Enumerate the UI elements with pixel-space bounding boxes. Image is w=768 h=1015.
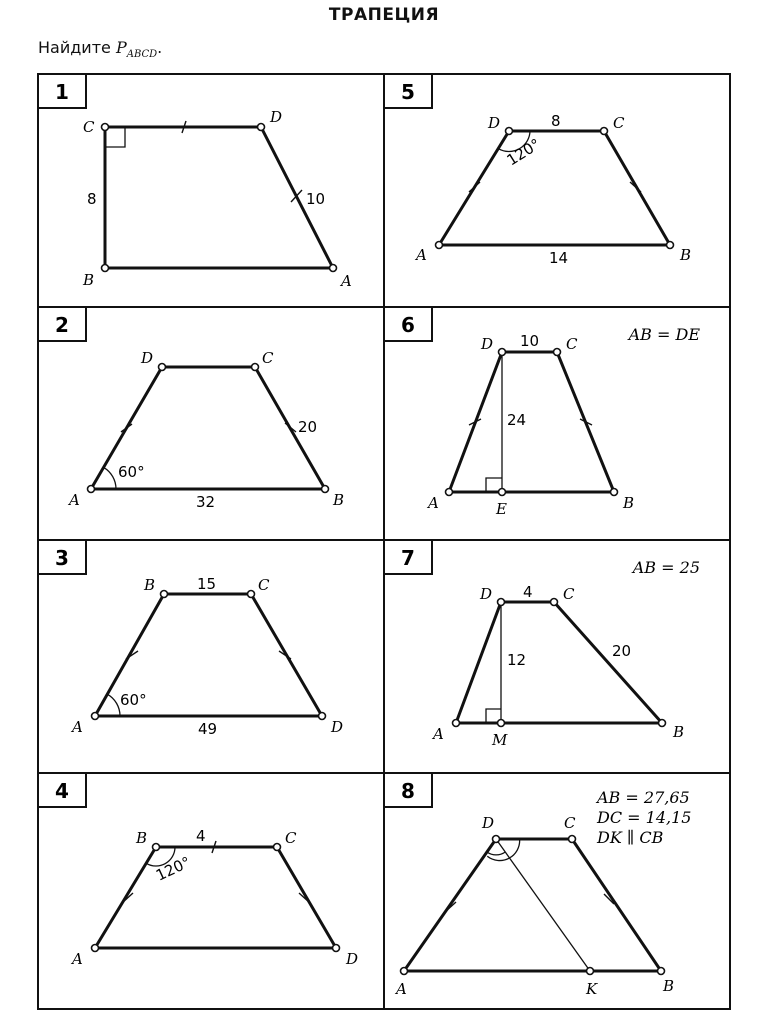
problem-6-label-e: E bbox=[496, 500, 507, 518]
problem-1-label-a: A bbox=[341, 272, 352, 290]
problem-2 bbox=[38, 307, 384, 540]
problem-7-vertex-d bbox=[498, 599, 505, 606]
problem-3-angle-arc bbox=[107, 694, 120, 716]
problem-1-vertex-c bbox=[102, 124, 109, 131]
problem-8-label-c: C bbox=[564, 814, 576, 832]
problem-2-length-bc: 20 bbox=[298, 418, 318, 436]
problem-8-condition-2: DC = 14,15 bbox=[597, 808, 692, 827]
problem-5-vertex-d bbox=[506, 128, 513, 135]
problem-1-vertex-a bbox=[330, 265, 337, 272]
problem-3-number: 3 bbox=[55, 546, 69, 570]
problem-5-label-b: B bbox=[680, 246, 692, 264]
problem-2-vertex-b bbox=[322, 486, 329, 493]
problem-6-label-b: B bbox=[623, 494, 635, 512]
problem-6-length-de: 24 bbox=[507, 411, 527, 429]
problem-1-length-bc: 8 bbox=[87, 190, 97, 208]
problem-2-label-a: A bbox=[69, 491, 80, 509]
problem-4-vertex-c bbox=[274, 844, 281, 851]
problem-2-label-b: B bbox=[333, 491, 345, 509]
problem-7-label-m: M bbox=[492, 731, 508, 749]
problem-1 bbox=[38, 74, 384, 307]
problem-7-label-b: B bbox=[673, 723, 685, 741]
problem-6 bbox=[384, 307, 730, 540]
problem-3-vertex-a bbox=[92, 713, 99, 720]
problem-3-length-ad: 49 bbox=[198, 720, 218, 738]
problem-4-vertex-d bbox=[333, 945, 340, 952]
problem-3-vertex-d bbox=[319, 713, 326, 720]
problem-3-vertex-c bbox=[248, 591, 255, 598]
problem-8-condition-1: AB = 27,65 bbox=[597, 788, 690, 807]
problem-4-number: 4 bbox=[55, 779, 69, 803]
problem-2-vertex-a bbox=[88, 486, 95, 493]
problem-8-vertex-k bbox=[587, 968, 594, 975]
problem-8-segment-dk bbox=[496, 839, 590, 971]
task-perimeter-subscript: ABCD bbox=[126, 49, 158, 61]
problem-7-vertex-m bbox=[498, 720, 505, 727]
problem-8-condition-3: DK ∥ CB bbox=[597, 828, 664, 847]
problem-2-label-c: C bbox=[262, 349, 274, 367]
problem-4-angle-label: 120° bbox=[153, 853, 194, 885]
problem-4-vertex-a bbox=[92, 945, 99, 952]
problem-4-label-b: B bbox=[136, 829, 148, 847]
problem-3-label-a: A bbox=[72, 718, 83, 736]
problem-5-vertex-b bbox=[667, 242, 674, 249]
problem-3-label-c: C bbox=[258, 576, 270, 594]
task-prefix: Найдите bbox=[38, 38, 116, 57]
problem-2-angle-label: 60° bbox=[118, 463, 145, 481]
page-title: ТРАПЕЦИЯ bbox=[328, 5, 440, 25]
problem-5-label-c: C bbox=[613, 114, 625, 132]
problem-4-length-bc: 4 bbox=[196, 827, 206, 845]
problem-7-vertex-a bbox=[453, 720, 460, 727]
problem-5 bbox=[384, 74, 730, 307]
problem-8-label-b: B bbox=[663, 977, 675, 995]
problem-5-vertex-c bbox=[601, 128, 608, 135]
problem-7-label-d: D bbox=[480, 585, 493, 603]
problem-7-vertex-c bbox=[551, 599, 558, 606]
problem-2-label-d: D bbox=[141, 349, 154, 367]
problem-7-length-dm: 12 bbox=[507, 651, 527, 669]
problem-8-number: 8 bbox=[401, 779, 415, 803]
problem-8-vertex-b bbox=[658, 968, 665, 975]
problem-6-vertex-d bbox=[499, 349, 506, 356]
problem-2-vertex-d bbox=[159, 364, 166, 371]
problem-6-label-d: D bbox=[481, 335, 494, 353]
problem-3 bbox=[38, 540, 384, 773]
task-suffix: . bbox=[157, 38, 163, 57]
problem-5-number: 5 bbox=[401, 80, 415, 104]
problem-3-label-d: D bbox=[331, 718, 344, 736]
problem-8-vertex-c bbox=[569, 836, 576, 843]
problem-6-condition-1: AB = DE bbox=[628, 325, 700, 344]
problem-3-label-b: B bbox=[144, 576, 156, 594]
problem-2-length-ab: 32 bbox=[196, 493, 216, 511]
problem-8-vertex-d bbox=[493, 836, 500, 843]
problem-1-label-c: C bbox=[83, 118, 95, 136]
problem-8 bbox=[384, 773, 730, 1009]
problem-7-trapezoid bbox=[456, 602, 662, 723]
problem-7-vertex-b bbox=[659, 720, 666, 727]
problem-4-trapezoid bbox=[95, 847, 336, 948]
problem-5-tick-ad bbox=[469, 182, 480, 192]
problem-7-label-a: A bbox=[433, 725, 444, 743]
problem-3-angle-label: 60° bbox=[120, 691, 147, 709]
problem-5-vertex-a bbox=[436, 242, 443, 249]
problem-6-vertex-c bbox=[554, 349, 561, 356]
problem-1-number: 1 bbox=[55, 80, 69, 104]
problem-4 bbox=[38, 773, 384, 1009]
problem-7 bbox=[384, 540, 730, 773]
problem-4-frame bbox=[38, 773, 384, 1009]
problem-8-trapezoid bbox=[404, 839, 661, 971]
problem-7-number: 7 bbox=[401, 546, 415, 570]
problem-6-length-dc: 10 bbox=[520, 332, 540, 350]
problem-8-label-k: K bbox=[586, 980, 598, 998]
problem-3-vertex-b bbox=[161, 591, 168, 598]
task-perimeter-symbol: P bbox=[115, 38, 127, 57]
problem-5-length-ab: 14 bbox=[549, 249, 569, 267]
problem-6-vertex-e bbox=[499, 489, 506, 496]
problem-5-label-a: A bbox=[416, 246, 427, 264]
problem-6-label-c: C bbox=[566, 335, 578, 353]
problem-5-length-dc: 8 bbox=[551, 112, 561, 130]
problem-8-angle-arc-1 bbox=[487, 852, 505, 855]
problem-2-number: 2 bbox=[55, 313, 69, 337]
problem-7-label-c: C bbox=[563, 585, 575, 603]
problem-1-length-da: 10 bbox=[306, 190, 326, 208]
problem-6-vertex-a bbox=[446, 489, 453, 496]
problem-8-vertex-a bbox=[401, 968, 408, 975]
problem-4-vertex-b bbox=[153, 844, 160, 851]
problem-5-frame bbox=[384, 74, 730, 307]
problem-1-trapezoid bbox=[105, 127, 333, 268]
problem-1-vertex-d bbox=[258, 124, 265, 131]
problem-7-length-dc: 4 bbox=[523, 583, 533, 601]
problem-2-vertex-c bbox=[252, 364, 259, 371]
problem-1-label-d: D bbox=[270, 108, 283, 126]
problem-6-number: 6 bbox=[401, 313, 415, 337]
problem-6-label-a: A bbox=[428, 494, 439, 512]
problem-4-label-d: D bbox=[346, 950, 359, 968]
problem-7-length-cb: 20 bbox=[612, 642, 632, 660]
problem-3-length-bc: 15 bbox=[197, 575, 217, 593]
problem-1-vertex-b bbox=[102, 265, 109, 272]
problem-7-condition-1: AB = 25 bbox=[632, 558, 700, 577]
problem-8-label-d: D bbox=[482, 814, 495, 832]
problem-5-label-d: D bbox=[488, 114, 501, 132]
problem-5-angle-label: 120° bbox=[503, 134, 544, 170]
problem-6-vertex-b bbox=[611, 489, 618, 496]
problem-2-angle-arc bbox=[104, 467, 116, 489]
problem-4-label-c: C bbox=[285, 829, 297, 847]
problem-8-label-a: A bbox=[396, 980, 407, 998]
problem-1-label-b: B bbox=[83, 271, 95, 289]
problem-4-label-a: A bbox=[72, 950, 83, 968]
